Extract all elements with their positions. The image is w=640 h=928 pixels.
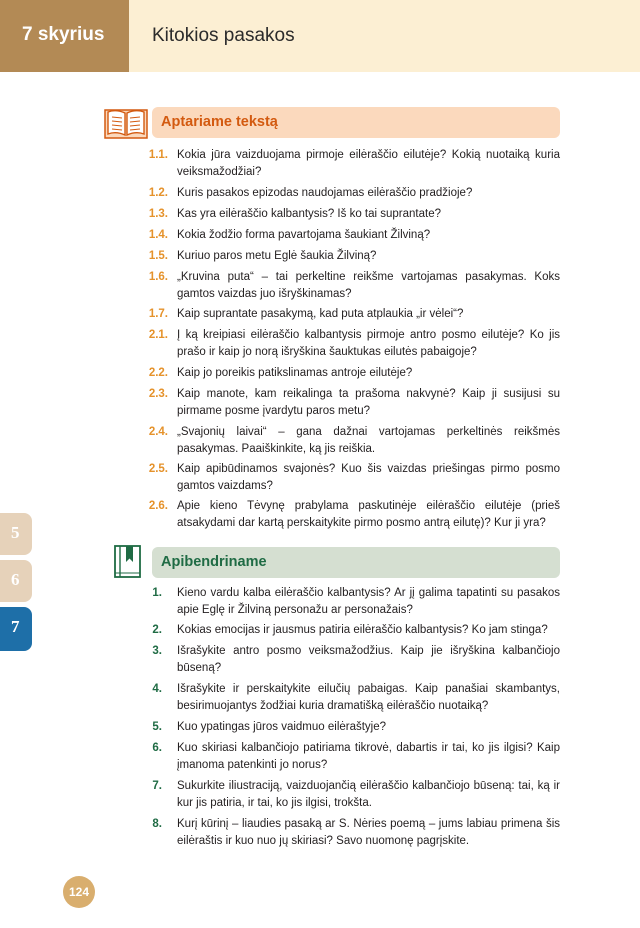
- chapter-label-box: [0, 0, 129, 72]
- question-text: Kuriuo paros metu Eglė šaukia Žilviną?: [177, 250, 377, 262]
- chapter-tab-7[interactable]: [0, 607, 32, 651]
- question-text: Kuo ypatingas jūros vaidmuo eilėraštyje?: [177, 721, 387, 733]
- chapter-label: 7 skyrius: [22, 24, 105, 45]
- question-number: 1.1.: [148, 149, 168, 161]
- chapter-tab-label: 7: [11, 617, 20, 636]
- question-text: Išrašykite ir perskaitykite eilučių pabaigas. Kaip panašiai skambantys, besirimuojantys žodžiai kuria dramatišką eilėraščio nuotaiką?: [177, 683, 560, 712]
- chapter-tab-label: 6: [11, 570, 20, 589]
- chapter-title: Kitokios pasakos: [152, 25, 295, 46]
- question-number: 1.7.: [148, 308, 168, 320]
- question-number: 2.2.: [148, 367, 168, 379]
- chapter-tab-label: 5: [11, 523, 20, 542]
- section-title: Apibendriname: [161, 554, 267, 570]
- chapter-tab-6[interactable]: [0, 560, 32, 602]
- question-text: Kaip apibūdinamos svajonės? Kuo šis vaizdas priešingas pirmo posmo gamtos vaizdams?: [177, 463, 560, 492]
- question-number: 1.4.: [148, 229, 168, 241]
- question-text: Kokia žodžio forma pavartojama šaukiant Žilviną?: [177, 229, 431, 241]
- page-number: 124: [68, 885, 90, 899]
- question-number: 7.: [152, 780, 162, 792]
- question-text: Į ką kreipiasi eilėraščio kalbantysis pirmoje antro posmo eilutėje? Ko jis prašo ir kaip jo norą išryškina šauktukas eilutės pabaigoje?: [177, 329, 560, 358]
- question-number: 1.5.: [148, 250, 168, 262]
- question-number: 5.: [152, 721, 162, 733]
- question-text: Sukurkite iliustraciją, vaizduojančią eilėraščio kalbančiojo būseną: tai, ką ir kur jis patiria, ir tai, ko jis ilgisi, trokšta.: [177, 780, 560, 809]
- bookmark-book-icon: [113, 544, 143, 580]
- question-text: Kokias emocijas ir jausmus patiria eilėraščio kalbantysis? Ko jam stinga?: [177, 624, 548, 636]
- question-text: Kurį kūrinį – liaudies pasaką ar S. Nėries poemą – jums labiau primena šis eilėraštis ir kuo nuo jų skiriasi? Savo nuomonę pagrįskite.: [177, 818, 560, 847]
- question-text: „Kruvina puta“ – tai perkeltine reikšme vartojamas pasakymas. Koks gamtos vaizdas juo išryškinamas?: [177, 271, 560, 300]
- question-number: 1.: [152, 587, 162, 599]
- section-title: Aptariame tekstą: [161, 114, 278, 130]
- question-text: Kaip manote, kam reikalinga ta prašoma nakvynė? Kaip ji susijusi su pirmame posme įvardytu paros metu?: [177, 388, 560, 417]
- question-number: 2.5.: [148, 463, 168, 475]
- question-number: 2.6.: [148, 500, 168, 512]
- question-text: Apie kieno Tėvynę prabylama paskutinėje eilėraščio eilutėje (prieš atsakydami dar kartą perskaitykite pirmo posmo antrą eilutę)? Kur ji yra?: [177, 500, 560, 529]
- question-number: 2.1.: [148, 329, 168, 341]
- question-number: 8.: [152, 818, 162, 830]
- question-number: 2.: [152, 624, 162, 636]
- question-number: 3.: [152, 645, 162, 657]
- question-number: 6.: [152, 742, 162, 754]
- question-number: 4.: [152, 683, 162, 695]
- section-heading-bar: [152, 547, 560, 578]
- question-text: Kuris pasakos epizodas naudojamas eilėraščio pradžioje?: [177, 187, 473, 199]
- question-number: 1.6.: [148, 271, 168, 283]
- question-text: Kieno vardu kalba eilėraščio kalbantysis? Ar jį galima tapatinti su pasakos apie Eglę ir Žilviną personažu ar personažais?: [177, 587, 560, 616]
- section-heading-bar: [152, 107, 560, 138]
- question-number: 2.4.: [148, 426, 168, 438]
- question-text: Išrašykite antro posmo veiksmažodžius. Kaip jie išryškina kalbančiojo būseną?: [177, 645, 560, 674]
- question-number: 1.3.: [148, 208, 168, 220]
- question-text: Kaip suprantate pasakymą, kad puta atplaukia „ir vėlei“?: [177, 308, 464, 320]
- open-book-icon: [104, 106, 148, 140]
- question-text: Kaip jo poreikis patikslinamas antroje eilutėje?: [177, 367, 413, 379]
- question-number: 2.3.: [148, 388, 168, 400]
- question-text: Kas yra eilėraščio kalbantysis? Iš ko tai suprantate?: [177, 208, 441, 220]
- question-text: Kokia jūra vaizduojama pirmoje eilėraščio eilutėje? Kokią nuotaiką kuria veiksmažodžiai?: [177, 149, 560, 178]
- page-header: [0, 0, 640, 72]
- chapter-tab-5[interactable]: [0, 513, 32, 555]
- question-number: 1.2.: [148, 187, 168, 199]
- page-number-badge: [63, 876, 95, 908]
- question-text: „Svajonių laivai“ – gana dažnai vartojamas perkeltinės reikšmės pasakymas. Paaiškinkite, ką jis reiškia.: [177, 426, 560, 455]
- question-text: Kuo skiriasi kalbančiojo patiriama tikrovė, dabartis ir tai, ko jis ilgisi? Kaip įmanoma patenkinti jo norus?: [177, 742, 560, 771]
